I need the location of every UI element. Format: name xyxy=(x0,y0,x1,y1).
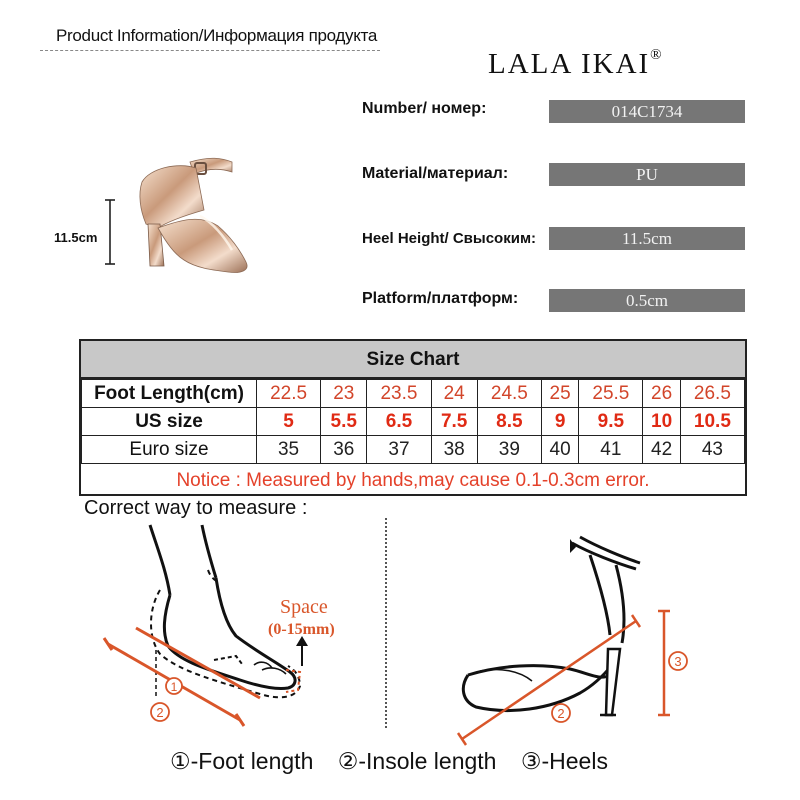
foot-length-marker: 1 xyxy=(170,680,178,694)
table-cell: 26 xyxy=(643,380,680,408)
table-cell: 24.5 xyxy=(477,380,541,408)
space-label: Space xyxy=(280,596,328,618)
table-cell: 7.5 xyxy=(431,408,477,436)
registered-mark: ® xyxy=(650,47,662,64)
insole-length-marker: 2 xyxy=(156,705,164,720)
space-range-label: (0-15mm) xyxy=(268,621,335,638)
table-cell: 40 xyxy=(541,436,578,464)
spec-label-number: Number/ номер: xyxy=(362,100,487,117)
table-row-foot-length xyxy=(82,380,745,408)
table-cell: 22.5 xyxy=(257,380,321,408)
table-cell: 39 xyxy=(477,436,541,464)
table-cell: 10.5 xyxy=(680,408,744,436)
size-table xyxy=(81,379,745,464)
table-cell: 9 xyxy=(541,408,578,436)
table-cell: 8.5 xyxy=(477,408,541,436)
table-cell: 6.5 xyxy=(367,408,431,436)
spec-value-platform: 0.5cm xyxy=(549,289,745,312)
table-cell: 25.5 xyxy=(579,380,643,408)
table-cell: 41 xyxy=(579,436,643,464)
brand-logo xyxy=(488,48,662,81)
table-cell: 23 xyxy=(321,380,367,408)
heels-marker: 3 xyxy=(674,654,682,669)
heading-underline xyxy=(40,50,380,51)
brand-name: LALA IKAI xyxy=(488,48,651,80)
row-header: US size xyxy=(82,408,257,436)
spec-label-heel-height: Heel Height/ Свысоким: xyxy=(362,230,537,247)
legend-insole-length: ②-Insole length xyxy=(337,748,497,774)
table-cell: 23.5 xyxy=(367,380,431,408)
spec-value-heel-height: 11.5cm xyxy=(549,227,745,250)
table-cell: 5 xyxy=(257,408,321,436)
table-cell: 43 xyxy=(680,436,744,464)
table-cell: 42 xyxy=(643,436,680,464)
table-cell: 5.5 xyxy=(321,408,367,436)
measure-legend xyxy=(170,748,626,775)
product-info-heading: Product Information/Информация продукта xyxy=(56,26,378,45)
heel-height-label: 11.5cm xyxy=(54,230,98,245)
spec-value-material: PU xyxy=(549,163,745,186)
table-cell: 24 xyxy=(431,380,477,408)
table-cell: 9.5 xyxy=(579,408,643,436)
spec-value-number: 014C1734 xyxy=(549,100,745,123)
table-row-us-size xyxy=(82,408,745,436)
row-header: Foot Length(cm) xyxy=(82,380,257,408)
table-row-euro-size xyxy=(82,436,745,464)
measurement-notice: Notice : Measured by hands,may cause 0.1-0.3cm error. xyxy=(176,470,650,491)
spec-label-platform: Platform/платформ: xyxy=(362,290,519,307)
row-header: Euro size xyxy=(82,436,257,464)
foot-measure-diagram xyxy=(90,520,390,730)
size-chart-title: Size Chart xyxy=(81,341,745,379)
heel-measure-diagram xyxy=(440,525,700,750)
legend-heels: ③-Heels xyxy=(520,748,608,774)
measure-guide-title: Correct way to measure : xyxy=(84,497,308,519)
insole-length-marker: 2 xyxy=(557,706,565,721)
table-cell: 36 xyxy=(321,436,367,464)
table-cell: 25 xyxy=(541,380,578,408)
spec-label-material: Material/материал: xyxy=(362,165,509,182)
table-cell: 35 xyxy=(257,436,321,464)
table-cell: 10 xyxy=(643,408,680,436)
table-cell: 37 xyxy=(367,436,431,464)
product-shoe-image xyxy=(100,150,330,295)
table-cell: 26.5 xyxy=(680,380,744,408)
legend-foot-length: ①-Foot length xyxy=(170,748,314,774)
table-cell: 38 xyxy=(431,436,477,464)
